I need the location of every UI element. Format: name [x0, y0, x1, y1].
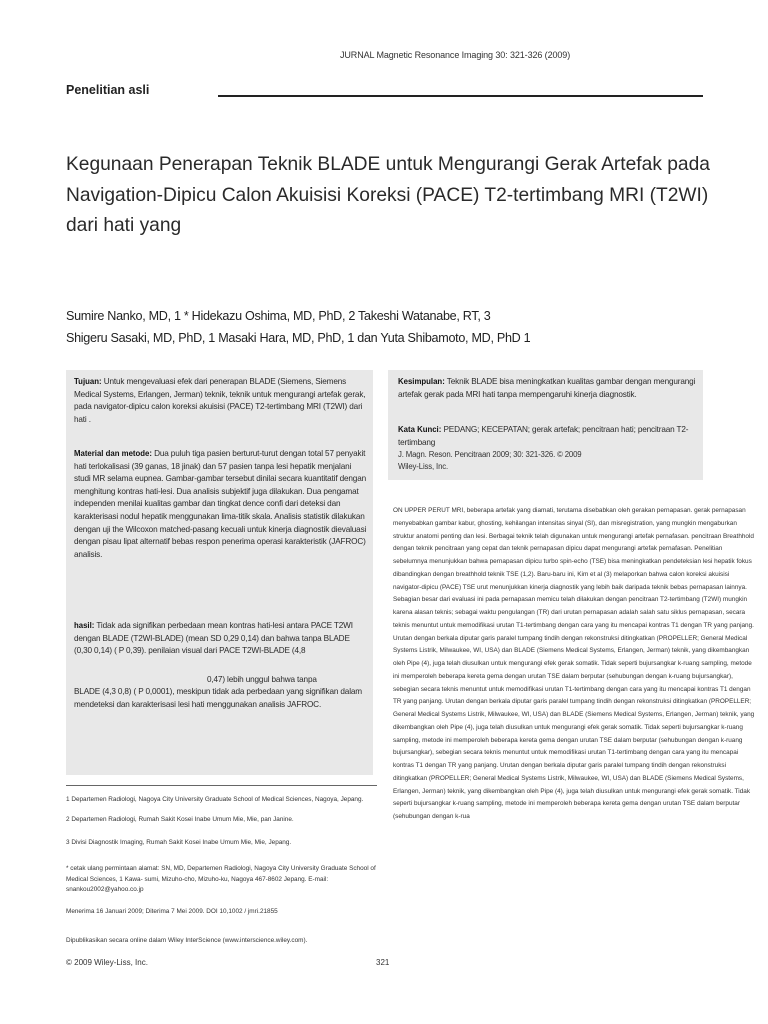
author-line-1: Sumire Nanko, MD, 1 * Hidekazu Oshima, MD, PhD, 2 Takeshi Watanabe, RT, 3 [66, 309, 491, 323]
abstract-results [74, 620, 368, 712]
header-rule [218, 95, 703, 97]
section-label: Penelitian asli [66, 83, 150, 97]
author-line-2: Shigeru Sasaki, MD, PhD, 1 Masaki Hara, MD, PhD, 1 dan Yuta Shibamoto, MD, PhD 1 [66, 331, 531, 345]
body-text [393, 505, 758, 824]
aims-text: Untuk mengevaluasi efek dari penerapan BLADE (Siemens, Siemens Medical Systems, Erlangen, Jerman) teknik, teknik untuk mengurangi artefak gerak, pada navigator-dipicu calon koreksi akuisisi (PACE) T2-tertimbang MRI (T2WI) dari hati . [74, 377, 366, 424]
publisher-line: Wiley-Liss, Inc. [398, 462, 449, 472]
conclusion-text: Teknik BLADE bisa meningkatkan kualitas gambar dengan mengurangi artefak gerak pada MRI hati tanpa mempengaruhi kinerja diagnostik. [398, 377, 696, 399]
article-title: Kegunaan Penerapan Teknik BLADE untuk Mengurangi Gerak Artefak pada Navigation-Dipicu Calon Akuisisi Koreksi (PACE) T2-tertimbang MRI (T2WI) dari hati yang [66, 154, 710, 236]
journal-header: JURNAL Magnetic Resonance Imaging 30: 321-326 (2009) [340, 50, 571, 60]
results-text-1: Tidak ada signifikan perbedaan mean kontras hati-lesi antara PACE T2WI dengan BLADE (T2WI-BLADE) (mean SD 0,29 0,14) dan bahwa tanpa BLADE (0,30 0,14) ( P 0,39). penilaian visual dari PACE T2WI-BLADE (4,8 [74, 621, 353, 656]
footnote-affiliation-1: 1 Departemen Radiologi, Nagoya City University Graduate School of Medical Sciences, Nagoya, Jepang. [66, 796, 364, 803]
abstract-keywords [398, 424, 696, 473]
body-paragraph-1: ON UPPER PERUT MRI, beberapa artefak yang diamati, terutama disebabkan oleh gerakan pernapasan. gerak pernapasan menyebabkan gambar kabur, ghosting, kehilangan intensitas sinyal (SI), dan misregistration, yang mungkin mengaburkan struktur anatomi penting dan lesi. Berbagai teknik telah digunakan untuk mengurangi artefak pernafasan. pencitraan Breathhold dengan teknik pencitraan yang cepat dan teknik pernapasan dipicu dapat mengurangi artefak pernafasan. Penelitian sebelumnya menunjukkan bahwa pernapasan dipicu turbo spin-echo (TSE) bisa meningkatkan pendeteksian lesi hepatik fokus dibandingkan dengan breathhold teknik TSE (1,2). Baru-baru ini, Kim et al (3) melaporkan bahwa calon koreksi akuisisi navigator-dipicu (PACE) TSE urut menunjukkan kinerja diagnostik yang lebih baik daripada teknik bebas pernapasan lainnya. Sebagian besar dari evaluasi ini pada pernapasan memicu telah dilakukan dengan pencitraan T2-tertimbang (T2WI) mungkin karena alasan teknis; sebagai waktu pengulangan (TR) dari urutan pernapasan adalah salah satu siklus pernapasan, secara teknis menuntut untuk memodifikasi urutan T1-tertimbang dengan cara yang itu mencapai kontras T1 dengan TR yang panjang. Urutan dengan berkala diputar garis paralel tumpang tindih dengan rekonstruksi ditingkatkan (PROPELLER; General Medical Systems Listrik, Milwaukee, WI, USA) dan BLADE (Siemens Medical Systems, Erlangen, Jerman) teknik, yang dikembangkan oleh Pipe (4), juga telah diusulkan untuk mengurangi efek gerak somatik. Tidak seperti bujursangkar k-ruang sampling, metode ini memperoleh beberapa kereta gema dengan urutan TSE dalam berputar (sehubungan dengan k-ruang bujursangkar), sebegian secara teknis menuntut untuk memodifikasi urutan T1-tertimbang dengan cara yang itu mencapai kontras T1 dengan TR yang panjang. Urutan dengan berkala diputar garis paralel tumpang tindih dengan rekonstruksi ditingkatkan (PROPELLER; General Medical Systems Listrik, Milwaukee, WI, USA) dan BLADE (Siemens Medical Systems, Erlangen, Jerman) teknik, yang dikembangkan oleh Pipe (4), juga telah diusulkan untuk mengurangi efek gerak somatik. Tidak seperti bujursangkar k-ruang sampling, metode ini memperoleh beberapa kereta gema dengan urutan TSE dalam berputar (sehubungan dengan k-ruang bujursangkar), sebegian secara teknis menuntut untuk memodifikasi urutan T1-tertimbang dengan cara yang itu mencapai kontras T1 dengan TR yang panjang. Urutan dengan berkala diputar garis paralel tumpang tindih dengan rekonstruksi ditingkatkan (PROPELLER; General Medical Systems Listrik, Milwaukee, WI, USA) dan BLADE (Siemens Medical Systems, Erlangen, Jerman) teknik, yang dikembangkan oleh Pipe (4), juga telah diusulkan untuk mengurangi efek gerak somatik. Tidak seperti bujursangkar k-ruang sampling, metode ini memperoleh beberapa kereta gema dengan urutan TSE dalam berputar (sehubungan dengan k-rua [393, 507, 755, 820]
methods-text: Dua puluh tiga pasien berturut-turut dengan total 57 penyakit hati terlokalisasi (39 ganas, 18 jinak) dan 57 pasien tanpa lesi hepatik menjalani studi MR selama eupnea. Gambar-gambar tersebut dinilai secara kuantitatif dengan menghitung kontras hati-lesi. Dua analisis subjektif juga dilakukan. Dua pengamat independen menilai kualitas gambar dan tingkat dence confi dari deteksi dan karakterisasi nodul hepatik menggunakan lima-titik skala. Analisis statistik dilakukan dengan uji the Wilcoxon matched-pasang kecuali untuk kinerja diagnostik dievaluasi dengan pisau lipat alternatif bebas respon penerima operasi karakteristik (JAFROC) analisis. [74, 449, 367, 559]
abstract-methods [74, 448, 368, 561]
footnote-published-online: Dipublikasikan secara online dalam Wiley InterScience (www.interscience.wiley.com). [66, 937, 308, 944]
footnote-affiliation-2: 2 Departemen Radiologi, Rumah Sakit Kosei Inabe Umum Mie, Mie, pan Janine. [66, 816, 294, 823]
conclusion-label: Kesimpulan: [398, 377, 445, 386]
methods-label: Material dan metode: [74, 449, 152, 458]
footnote-affiliation-3: 3 Divisi Diagnostik Imaging, Rumah Sakit Kosei Inabe Umum Mie, Mie, Jepang. [66, 839, 292, 846]
copyright: © 2009 Wiley-Liss, Inc. [66, 958, 148, 967]
citation-line: J. Magn. Reson. Pencitraan 2009; 30: 321-326. © 2009 [398, 450, 582, 460]
abstract-box-left [66, 370, 373, 775]
footnote-rule [66, 785, 377, 786]
abstract-aims [74, 376, 368, 426]
keywords-label: Kata Kunci: [398, 425, 442, 434]
results-text-2: 0,47) lebih unggul bahwa tanpa [207, 674, 317, 684]
results-label: hasil: [74, 621, 95, 630]
footnote-received: Menerima 16 Januari 2009; Diterima 7 Mei 2009. DOI 10,1002 / jmri.21855 [66, 908, 278, 915]
page-number: 321 [376, 958, 390, 967]
footnote-correspondence: * cetak ulang permintaan alamat: SN, MD, Departemen Radiologi, Nagoya City University Graduate School of Medical Sciences, 1 Kawa- sumi, Mizuho-cho, Mizuho-ku, Nagoya 467-8602 Jepang. E-mail: snankou2002@yahoo.co.jp [66, 865, 376, 893]
abstract-box-right [388, 370, 703, 480]
results-text-3: BLADE (4,3 0,8) ( P 0,0001), meskipun tidak ada perbedaan yang signifikan dalam mendeteksi dan karakterisasi lesi hati menggunakan analisis JAFROC. [74, 687, 362, 709]
aims-label: Tujuan: [74, 377, 102, 386]
abstract-conclusion [398, 376, 696, 401]
keywords-text: PEDANG; KECEPATAN; gerak artefak; pencitraan hati; pencitraan T2-tertimbang [398, 425, 689, 447]
